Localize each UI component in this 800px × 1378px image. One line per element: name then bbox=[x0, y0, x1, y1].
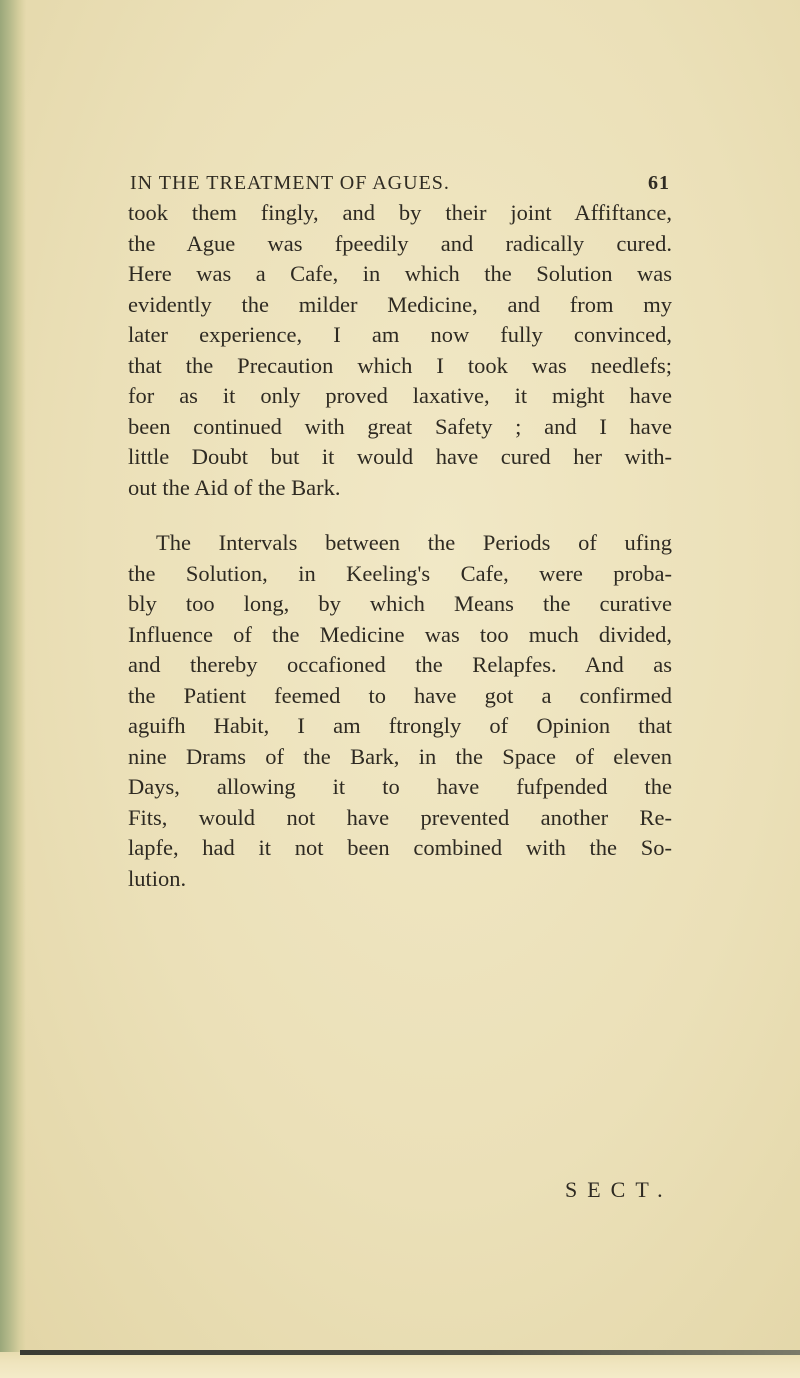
text-line: been continued with great Safety ; and I have bbox=[128, 413, 672, 439]
catchword: SECT. bbox=[565, 1177, 673, 1202]
text-line: Influence of the Medicine was too much divided, bbox=[128, 621, 672, 647]
text-line: later experience, I am now fully convinced, bbox=[128, 322, 672, 347]
running-title: IN THE TREATMENT OF AGUES. bbox=[130, 172, 450, 194]
text-line: Here was a Cafe, in which the Solution was bbox=[128, 261, 672, 286]
text-line: lapfe, had it not been combined with the So- bbox=[128, 835, 672, 860]
page-bottom-margin bbox=[0, 1352, 800, 1378]
text-line: lution. bbox=[128, 865, 187, 891]
text-line: The Intervals between the Periods of ufing bbox=[156, 530, 672, 555]
text-line: the Patient feemed to have got a confirmed bbox=[128, 682, 672, 708]
paragraph-1 bbox=[128, 198, 672, 503]
binding-edge bbox=[0, 0, 26, 1378]
text-line: evidently the milder Medicine, and from my bbox=[128, 291, 672, 317]
text-line: aguifh Habit, I am ftrongly of Opinion that bbox=[128, 713, 672, 738]
text-line: that the Precaution which I took was needlefs; bbox=[128, 352, 672, 378]
text-line: for as it only proved laxative, it might have bbox=[128, 383, 672, 408]
paragraph-2 bbox=[128, 528, 672, 894]
text-line: bly too long, by which Means the curative bbox=[128, 591, 672, 616]
text-line: the Ague was fpeedily and radically cured. bbox=[128, 230, 672, 256]
running-head bbox=[130, 172, 670, 195]
text-line: and thereby occafioned the Relapfes. And as bbox=[128, 652, 672, 677]
text-line: Days, allowing it to have fufpended the bbox=[128, 774, 672, 799]
page-number: 61 bbox=[648, 172, 670, 194]
bottom-edge-rule bbox=[20, 1350, 800, 1355]
text-line: Fits, would not have prevented another Re- bbox=[128, 804, 672, 830]
text-line: the Solution, in Keeling's Cafe, were proba- bbox=[128, 560, 672, 586]
text-line: little Doubt but it would have cured her with- bbox=[128, 444, 672, 469]
text-line: out the Aid of the Bark. bbox=[128, 474, 341, 500]
text-line: nine Drams of the Bark, in the Space of eleven bbox=[128, 743, 672, 769]
text-line: took them fingly, and by their joint Affiftance, bbox=[128, 200, 672, 225]
